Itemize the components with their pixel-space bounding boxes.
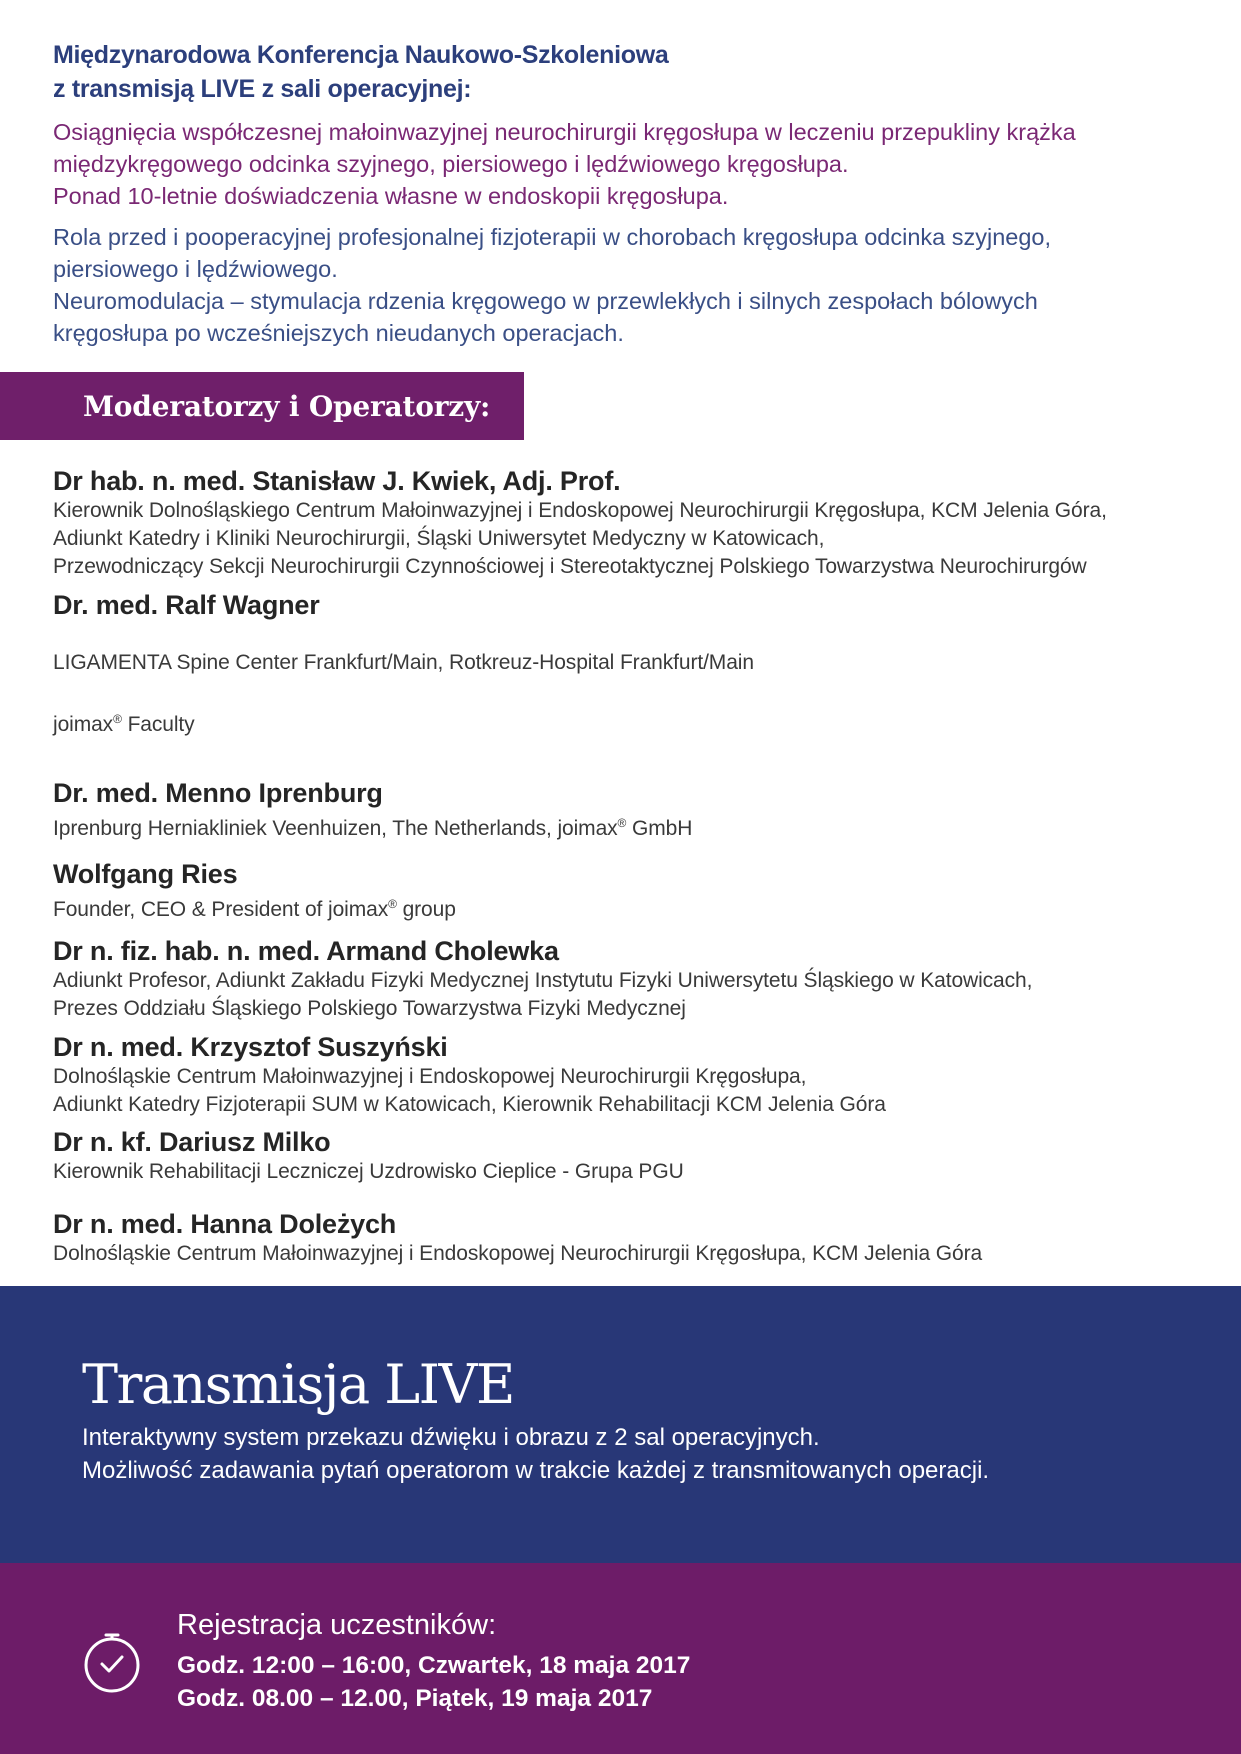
person-suszynski <box>53 1031 1233 1119</box>
conference-title-line-1: Międzynarodowa Konferencja Naukowo-Szkoleniowa <box>53 41 669 69</box>
affiliation-text: Faculty <box>121 713 195 736</box>
registration-title: Rejestracja uczestników: <box>177 1609 497 1641</box>
person-kwiek <box>53 465 1233 581</box>
moderators-list <box>53 465 1233 1342</box>
person-affiliation: Dolnośląskie Centrum Małoinwazyjnej i Endoskopowej Neurochirurgii Kręgosłupa, Adiunkt Katedry Fizjoterapii SUM w Katowicach, Kierownik Rehabilitacji KCM Jelenia Góra <box>53 1065 886 1116</box>
person-affiliation: Adiunkt Profesor, Adiunkt Zakładu Fizyki Medycznej Instytutu Fizyki Uniwersytetu Śląskiego w Katowicach, Prezes Oddziału Śląskiego Polskiego Towarzystwa Fizyki Medycznej <box>53 969 1033 1020</box>
affiliation-line: LIGAMENTA Spine Center Frankfurt/Main, Rotkreuz-Hospital Frankfurt/Main <box>53 651 754 674</box>
conference-header <box>53 38 1183 349</box>
person-name: Dr n. med. Hanna Doleżych <box>53 1209 397 1239</box>
person-iprenburg <box>53 777 1233 843</box>
live-transmission-section <box>0 1286 1241 1563</box>
topic-line: Rola przed i pooperacyjnej profesjonalnej fizjoterapii w chorobach kręgosłupa odcinka szyjnego, <box>53 224 1052 250</box>
conference-title <box>53 38 1183 106</box>
topics-physiotherapy <box>53 221 1183 349</box>
affiliation-text: Iprenburg Herniakliniek Veenhuizen, The Netherlands, joimax <box>53 817 618 840</box>
conference-title-line-2: z transmisją LIVE z sali operacyjnej: <box>53 75 472 103</box>
affiliation-line <box>53 705 1233 739</box>
topic-line: piersiowego i lędźwiowego. <box>53 256 338 282</box>
person-affiliation: Kierownik Dolnośląskiego Centrum Małoinwazyjnej i Endoskopowej Neurochirurgii Kręgosłupa, KCM Jelenia Góra, Adiunkt Katedry i Kliniki Neurochirurgii, Śląski Uniwersytet Medyczny w Katowicach, Przewodniczący Sekcji Neurochirurgii Czynnościowej i Stereotaktycznej Polskiego Towarzystwa Neurochirurgów <box>53 499 1107 578</box>
person-dolezych <box>53 1208 1233 1268</box>
registered-mark: ® <box>388 897 397 911</box>
person-name: Dr n. kf. Dariusz Milko <box>53 1127 331 1157</box>
affiliation-text: GmbH <box>626 817 693 840</box>
registration-hours-friday: Godz. 08.00 – 12.00, Piątek, 19 maja 2017 <box>177 1685 653 1712</box>
person-name: Dr n. med. Krzysztof Suszyński <box>53 1032 448 1062</box>
topics-neurosurgery <box>53 116 1183 212</box>
topic-line: kręgosłupa po wcześniejszych nieudanych operacjach. <box>53 320 624 346</box>
live-transmission-title: Transmisja LIVE <box>82 1353 514 1416</box>
person-affiliation <box>53 890 1233 924</box>
registration-section <box>0 1563 1241 1754</box>
affiliation-text: joimax <box>53 713 114 736</box>
affiliation-text: Founder, CEO & President of joimax <box>53 898 389 921</box>
registration-hours-thursday: Godz. 12:00 – 16:00, Czwartek, 18 maja 2017 <box>177 1652 691 1679</box>
person-affiliation <box>53 621 1233 767</box>
live-description-line: Interaktywny system przekazu dźwięku i obrazu z 2 sal operacyjnych. <box>82 1424 820 1451</box>
person-cholewka <box>53 935 1233 1023</box>
live-transmission-description <box>82 1421 989 1487</box>
affiliation-text: group <box>396 898 456 921</box>
registered-mark: ® <box>617 816 627 830</box>
person-affiliation: Dolnośląskie Centrum Małoinwazyjnej i Endoskopowej Neurochirurgii Kręgosłupa, KCM Jelenia Góra <box>53 1242 983 1265</box>
person-name: Dr hab. n. med. Stanisław J. Kwiek, Adj. Prof. <box>53 466 621 496</box>
live-description-line: Możliwość zadawania pytań operatorom w trakcie każdej z transmitowanych operacji. <box>82 1457 990 1484</box>
moderators-heading-band <box>0 372 524 440</box>
moderators-heading: Moderatorzy i Operatorzy: <box>83 390 491 423</box>
topic-line: Osiągnięcia współczesnej małoinwazyjnej neurochirurgii kręgosłupa w leczeniu przepukliny krążka <box>53 119 1076 145</box>
clock-icon <box>80 1631 144 1695</box>
person-wagner <box>53 589 1233 767</box>
topic-line: Ponad 10-letnie doświadczenia własne w endoskopii kręgosłupa. <box>53 183 729 209</box>
person-affiliation: Kierownik Rehabilitacji Leczniczej Uzdrowisko Cieplice - Grupa PGU <box>53 1160 684 1183</box>
person-ries <box>53 858 1233 924</box>
person-milko <box>53 1126 1233 1186</box>
person-name: Dr. med. Ralf Wagner <box>53 590 320 620</box>
registered-mark: ® <box>113 712 122 726</box>
topic-line: międzykręgowego odcinka szyjnego, piersiowego i lędźwiowego kręgosłupa. <box>53 151 849 177</box>
person-name: Wolfgang Ries <box>53 859 238 889</box>
person-name: Dr. med. Menno Iprenburg <box>53 778 383 808</box>
person-affiliation <box>53 809 1233 843</box>
topic-line: Neuromodulacja – stymulacja rdzenia kręgowego w przewlekłych i silnych zespołach bólowych <box>53 288 1038 314</box>
person-name: Dr n. fiz. hab. n. med. Armand Cholewka <box>53 936 559 966</box>
